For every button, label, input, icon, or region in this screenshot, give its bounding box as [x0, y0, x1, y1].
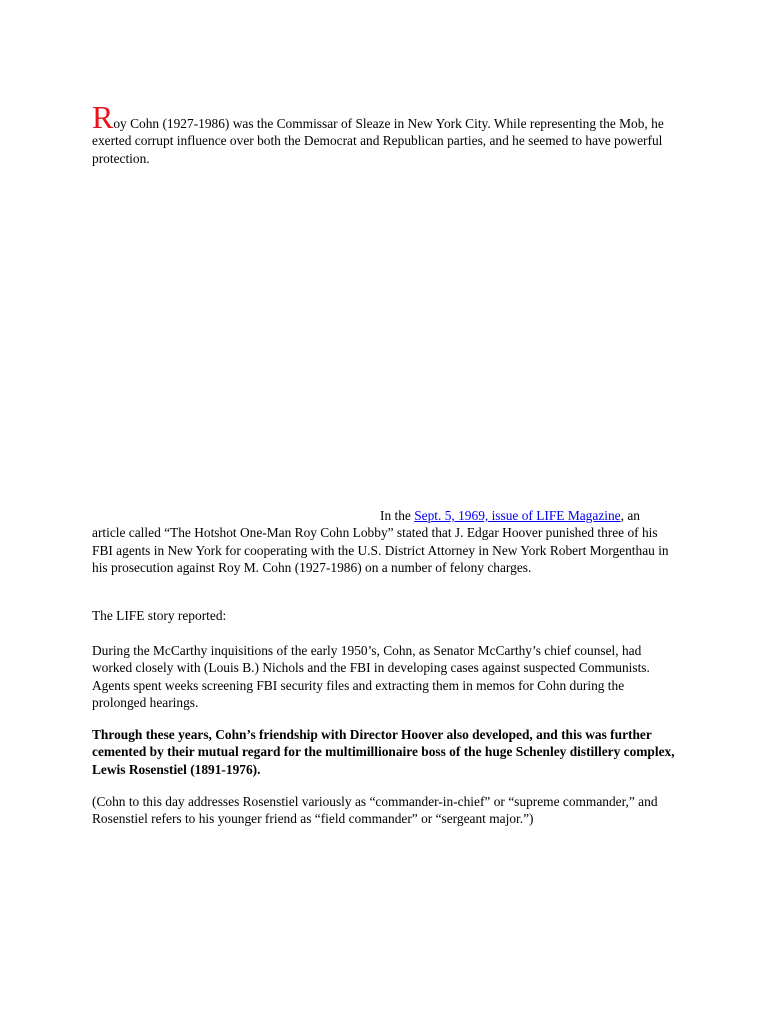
- mccarthy-paragraph: During the McCarthy inquisitions of the early 1950’s, Cohn, as Senator McCarthy’s chief counsel, had worked closely with (Louis B.) Nichols and the FBI in developing cases against suspected Communists. Agents spent weeks screening FBI security files and extracting them in memos for Cohn during the prolonged hearings.: [92, 643, 650, 711]
- intro-paragraph-text: oy Cohn (1927-1986) was the Commissar of Sleaze in New York City. While representing the Mob, he exerted corrupt influence over both the Democrat and Republican parties, and he seemed to have powerful protection.: [92, 116, 664, 166]
- life-article-paragraph: [92, 507, 676, 577]
- life-article-lead: In the: [380, 508, 415, 523]
- life-article-rest: an article called “The Hotshot One-Man Roy Cohn Lobby” stated that J. Edgar Hoover punished three of his FBI agents in New York for cooperating with the U.S. District Attorney in New York Robert Morgenthau in his prosecution against Roy M. Cohn (1927-1986) on a number of felony charges.: [92, 508, 669, 576]
- drop-cap-letter: R: [92, 99, 114, 135]
- life-magazine-link[interactable]: Sept. 5, 1969, issue of LIFE Magazine: [414, 508, 621, 523]
- hoover-friendship-paragraph: Through these years, Cohn’s friendship with Director Hoover also developed, and this was further cemented by their mutual regard for the multimillionaire boss of the huge Schenley distillery complex, Lewis Rosenstiel (1891-1976).: [92, 727, 675, 777]
- intro-paragraph: [92, 99, 676, 167]
- life-story-intro: The LIFE story reported:: [92, 608, 227, 623]
- life-article-link-comma: ,: [620, 508, 624, 523]
- rosenstiel-nicknames-paragraph: (Cohn to this day addresses Rosenstiel variously as “commander-in-chief” or “supreme commander,” and Rosenstiel refers to his younger friend as “field commander” or “sergeant major.”): [92, 794, 658, 827]
